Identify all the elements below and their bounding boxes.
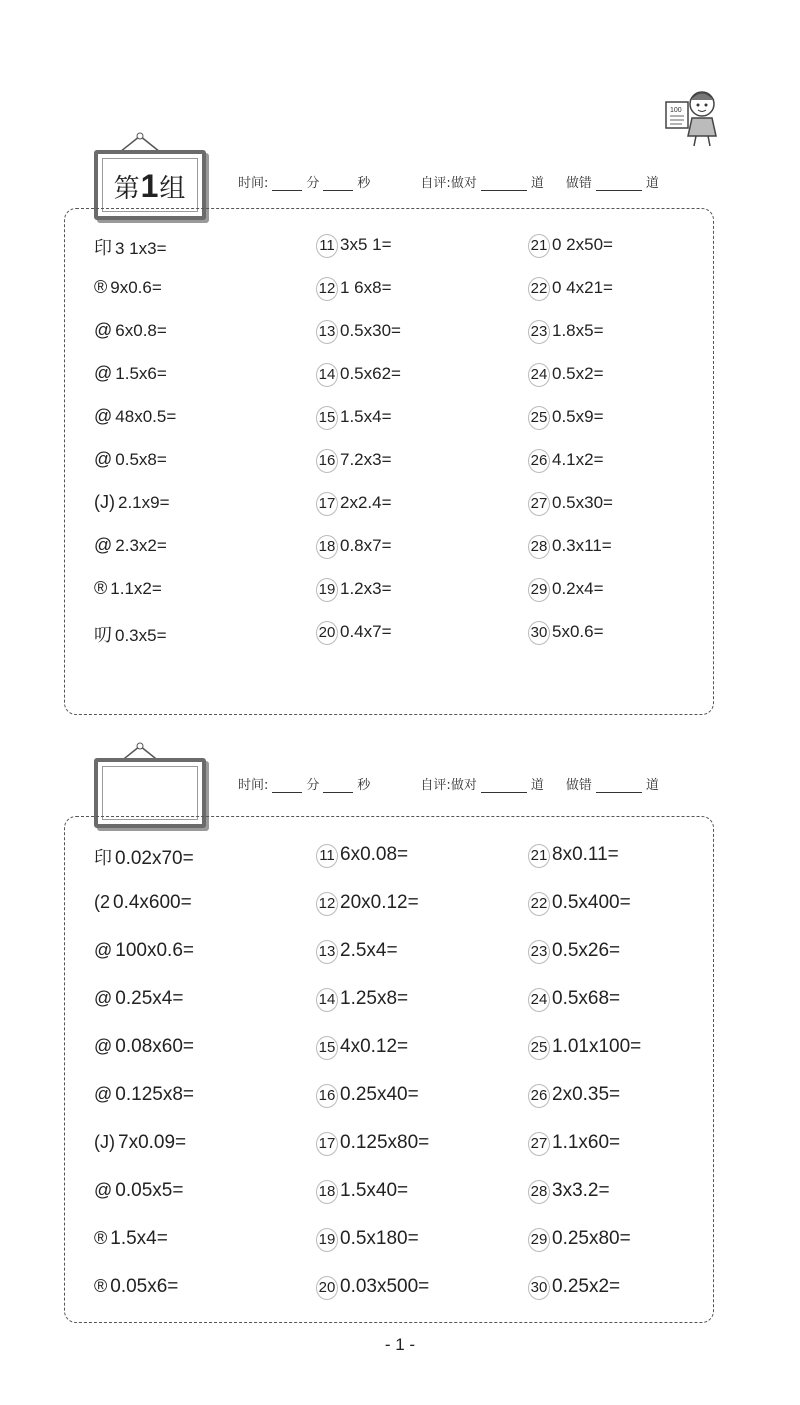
problem-number: 18 bbox=[316, 1180, 338, 1204]
problem-item bbox=[316, 844, 408, 868]
problem-number: 11 bbox=[316, 234, 338, 258]
problem-expression: 1.25x8= bbox=[340, 988, 409, 1009]
problem-expression: 3x3.2= bbox=[552, 1180, 610, 1201]
problem-number: 15 bbox=[316, 1036, 338, 1060]
problem-expression: 0 2x50= bbox=[552, 235, 613, 254]
problem-number: @ bbox=[94, 320, 113, 340]
problem-item bbox=[94, 578, 162, 599]
problem-item bbox=[94, 406, 176, 427]
problem-expression: 0.25x4= bbox=[115, 988, 184, 1009]
problem-item bbox=[316, 1084, 419, 1108]
problem-expression: 0.5x68= bbox=[552, 988, 621, 1009]
problem-expression: 100x0.6= bbox=[115, 940, 194, 961]
second-label: 秒 bbox=[357, 778, 371, 793]
problem-number: 12 bbox=[316, 892, 338, 916]
second-blank[interactable] bbox=[323, 190, 353, 191]
problem-number: @ bbox=[94, 1180, 113, 1200]
problem-number: 16 bbox=[316, 449, 338, 473]
problem-expression: 0.2x4= bbox=[552, 579, 604, 598]
problem-item bbox=[528, 406, 604, 430]
second-label: 秒 bbox=[357, 176, 371, 191]
problem-expression: 0.25x2= bbox=[552, 1276, 621, 1297]
problem-number: (J) bbox=[94, 1132, 115, 1152]
time-label: 时间: bbox=[238, 176, 269, 191]
problem-number: 14 bbox=[316, 363, 338, 387]
problem-item bbox=[316, 892, 419, 916]
problem-expression: 0.5x400= bbox=[552, 892, 631, 913]
problem-expression: 0.8x7= bbox=[340, 536, 392, 555]
problem-number: 叨 bbox=[94, 625, 112, 645]
problem-item bbox=[528, 320, 604, 344]
wrong-blank[interactable] bbox=[596, 792, 642, 793]
group-title: 第1组 bbox=[113, 168, 187, 204]
time-label: 时间: bbox=[238, 778, 269, 793]
problem-expression: 0.5x8= bbox=[115, 450, 167, 469]
problem-item bbox=[94, 277, 162, 298]
problem-item bbox=[316, 1036, 408, 1060]
problem-item bbox=[316, 363, 401, 387]
problem-number: 27 bbox=[528, 1132, 550, 1156]
problem-number: 25 bbox=[528, 406, 550, 430]
problem-expression: 0.4x600= bbox=[113, 892, 192, 913]
problem-item bbox=[94, 1180, 183, 1202]
problem-item bbox=[316, 449, 392, 473]
problem-number: 29 bbox=[528, 1228, 550, 1252]
problem-number: ® bbox=[94, 277, 108, 297]
problem-expression: 0.5x30= bbox=[340, 321, 401, 340]
problem-item bbox=[316, 1180, 408, 1204]
problem-expression: 0.5x30= bbox=[552, 493, 613, 512]
problem-expression: 0.5x9= bbox=[552, 407, 604, 426]
problem-number: 20 bbox=[316, 1276, 338, 1300]
problem-item bbox=[316, 320, 401, 344]
problem-item bbox=[94, 1132, 186, 1154]
problem-item bbox=[528, 940, 620, 964]
problem-number: 19 bbox=[316, 1228, 338, 1252]
problem-item bbox=[316, 234, 392, 258]
correct-unit: 道 bbox=[530, 778, 544, 793]
problem-item bbox=[316, 578, 392, 602]
problem-item bbox=[94, 492, 170, 513]
problem-number: ® bbox=[94, 1276, 108, 1296]
problem-item bbox=[528, 277, 613, 301]
problem-expression: 8x0.11= bbox=[552, 844, 619, 865]
problem-number: 13 bbox=[316, 940, 338, 964]
problem-item bbox=[528, 1036, 641, 1060]
problem-number: 14 bbox=[316, 988, 338, 1012]
wrong-label: 做错 bbox=[565, 778, 592, 793]
problem-item bbox=[316, 1228, 419, 1252]
problem-expression: 1.5x40= bbox=[340, 1180, 409, 1201]
problem-expression: 0.5x62= bbox=[340, 364, 401, 383]
problem-item bbox=[316, 1276, 429, 1300]
problem-item bbox=[528, 1228, 631, 1252]
score-header bbox=[238, 774, 659, 793]
problem-number: 12 bbox=[316, 277, 338, 301]
problem-expression: 0.125x8= bbox=[115, 1084, 194, 1105]
problem-item bbox=[528, 449, 604, 473]
problem-number: 22 bbox=[528, 277, 550, 301]
problem-number: 18 bbox=[316, 535, 338, 559]
problem-number: 17 bbox=[316, 492, 338, 516]
wrong-unit: 道 bbox=[645, 176, 659, 191]
problem-expression: 0.5x180= bbox=[340, 1228, 419, 1249]
problem-number: 21 bbox=[528, 844, 550, 868]
problem-number: 13 bbox=[316, 320, 338, 344]
problem-item bbox=[316, 535, 392, 559]
problem-expression: 4.1x2= bbox=[552, 450, 604, 469]
self-eval-label: 自评: bbox=[420, 176, 451, 191]
problem-item bbox=[528, 892, 631, 916]
problem-expression: 1.2x3= bbox=[340, 579, 392, 598]
problem-item bbox=[528, 234, 613, 258]
problem-item bbox=[94, 844, 194, 870]
correct-blank[interactable] bbox=[481, 792, 527, 793]
problem-expression: 6x0.8= bbox=[115, 321, 167, 340]
problem-number: (2 bbox=[94, 892, 111, 912]
correct-label: 做对 bbox=[450, 778, 477, 793]
minute-blank[interactable] bbox=[272, 190, 302, 191]
problem-number: 17 bbox=[316, 1132, 338, 1156]
problem-number: @ bbox=[94, 940, 113, 960]
problem-number: 23 bbox=[528, 320, 550, 344]
problem-expression: 0 4x21= bbox=[552, 278, 613, 297]
problem-expression: 1.5x6= bbox=[115, 364, 167, 383]
second-blank[interactable] bbox=[323, 792, 353, 793]
problem-number: 27 bbox=[528, 492, 550, 516]
problem-item bbox=[528, 363, 604, 387]
problem-number: @ bbox=[94, 363, 113, 383]
problem-number: 29 bbox=[528, 578, 550, 602]
problem-expression: 0.02x70= bbox=[115, 848, 194, 869]
problem-number: 23 bbox=[528, 940, 550, 964]
problem-expression: 0.05x5= bbox=[115, 1180, 184, 1201]
problem-expression: 0.08x60= bbox=[115, 1036, 194, 1057]
problem-number: 25 bbox=[528, 1036, 550, 1060]
problem-item bbox=[528, 1084, 620, 1108]
problem-item bbox=[94, 892, 192, 914]
problem-expression: 20x0.12= bbox=[340, 892, 419, 913]
problem-number: ® bbox=[94, 1228, 108, 1248]
problem-item bbox=[94, 535, 167, 556]
problem-item bbox=[528, 1132, 620, 1156]
problem-expression: 3 1x3= bbox=[115, 239, 167, 258]
problem-item bbox=[94, 940, 194, 962]
problem-expression: 0.25x40= bbox=[340, 1084, 419, 1105]
problem-item bbox=[316, 492, 392, 516]
problem-expression: 2.3x2= bbox=[115, 536, 167, 555]
problem-expression: 0.3x5= bbox=[115, 626, 167, 645]
problem-number: 22 bbox=[528, 892, 550, 916]
wrong-blank[interactable] bbox=[596, 190, 642, 191]
problem-item bbox=[94, 621, 167, 647]
problem-number: 28 bbox=[528, 535, 550, 559]
problem-item bbox=[528, 1276, 620, 1300]
problem-expression: 1 6x8= bbox=[340, 278, 392, 297]
problem-item bbox=[94, 449, 167, 470]
problem-number: @ bbox=[94, 988, 113, 1008]
problem-item bbox=[316, 277, 392, 301]
problem-number: 21 bbox=[528, 234, 550, 258]
correct-label: 做对 bbox=[450, 176, 477, 191]
problem-number: 24 bbox=[528, 363, 550, 387]
problem-expression: 48x0.5= bbox=[115, 407, 177, 426]
cartoon-badge-text: 100 bbox=[670, 107, 682, 114]
problem-number: 20 bbox=[316, 621, 338, 645]
problem-expression: 7.2x3= bbox=[340, 450, 392, 469]
problem-item bbox=[528, 988, 620, 1012]
problem-expression: 6x0.08= bbox=[340, 844, 409, 865]
exercise-group-1 bbox=[0, 130, 800, 720]
self-eval-label: 自评: bbox=[420, 778, 451, 793]
problem-number: @ bbox=[94, 449, 113, 469]
problem-expression: 1.1x60= bbox=[552, 1132, 621, 1153]
wrong-unit: 道 bbox=[645, 778, 659, 793]
problem-number: 30 bbox=[528, 1276, 550, 1300]
problem-number: 印 bbox=[94, 848, 112, 868]
problem-expression: 9x0.6= bbox=[110, 278, 162, 297]
problem-expression: 0.125x80= bbox=[340, 1132, 430, 1153]
problem-item bbox=[94, 1084, 194, 1106]
problem-number: 30 bbox=[528, 621, 550, 645]
problem-expression: 1.01x100= bbox=[552, 1036, 642, 1057]
problem-expression: 0.5x2= bbox=[552, 364, 604, 383]
problem-number: (J) bbox=[94, 492, 115, 512]
problem-item bbox=[316, 621, 392, 645]
problem-item bbox=[528, 844, 619, 868]
problem-number: 26 bbox=[528, 1084, 550, 1108]
problem-expression: 2.5x4= bbox=[340, 940, 398, 961]
problem-expression: 1.5x4= bbox=[340, 407, 392, 426]
problem-expression: 0.03x500= bbox=[340, 1276, 430, 1297]
problem-number: 16 bbox=[316, 1084, 338, 1108]
problem-expression: 0.25x80= bbox=[552, 1228, 631, 1249]
problem-expression: 2x2.4= bbox=[340, 493, 392, 512]
minute-label: 分 bbox=[306, 778, 320, 793]
problem-number: 24 bbox=[528, 988, 550, 1012]
problem-item bbox=[94, 1276, 178, 1298]
problem-number: ® bbox=[94, 578, 108, 598]
problem-expression: 1.1x2= bbox=[110, 579, 162, 598]
problem-number: 15 bbox=[316, 406, 338, 430]
problem-number: 28 bbox=[528, 1180, 550, 1204]
problem-expression: 0.3x11= bbox=[552, 536, 612, 555]
wrong-label: 做错 bbox=[565, 176, 592, 191]
problem-item bbox=[316, 988, 408, 1012]
problem-number: @ bbox=[94, 1036, 113, 1056]
minute-label: 分 bbox=[306, 176, 320, 191]
problem-expression: 4x0.12= bbox=[340, 1036, 409, 1057]
problem-item bbox=[94, 988, 183, 1010]
problem-expression: 2x0.35= bbox=[552, 1084, 621, 1105]
problem-number: 19 bbox=[316, 578, 338, 602]
correct-unit: 道 bbox=[530, 176, 544, 191]
problem-item bbox=[528, 492, 613, 516]
problem-item bbox=[528, 1180, 610, 1204]
problem-item bbox=[94, 363, 167, 384]
problem-expression: 2.1x9= bbox=[118, 493, 170, 512]
problem-number: @ bbox=[94, 1084, 113, 1104]
problem-item bbox=[94, 1036, 194, 1058]
problem-item bbox=[528, 578, 604, 602]
problem-item bbox=[94, 234, 167, 260]
exercise-group-2 bbox=[0, 740, 800, 1330]
problem-item bbox=[316, 1132, 429, 1156]
problem-expression: 7x0.09= bbox=[118, 1132, 187, 1153]
problem-number: 印 bbox=[94, 238, 112, 258]
problem-expression: 0.5x26= bbox=[552, 940, 621, 961]
problem-item bbox=[528, 621, 604, 645]
problem-number: 11 bbox=[316, 844, 338, 868]
problem-item bbox=[94, 1228, 168, 1250]
minute-blank[interactable] bbox=[272, 792, 302, 793]
problem-number: 26 bbox=[528, 449, 550, 473]
problem-number: @ bbox=[94, 406, 113, 426]
problem-expression: 5x0.6= bbox=[552, 622, 604, 641]
problem-expression: 1.5x4= bbox=[110, 1228, 168, 1249]
correct-blank[interactable] bbox=[481, 190, 527, 191]
problem-expression: 0.05x6= bbox=[110, 1276, 179, 1297]
problem-number: @ bbox=[94, 535, 113, 555]
problem-expression: 0.4x7= bbox=[340, 622, 392, 641]
problem-item bbox=[316, 940, 398, 964]
problem-item bbox=[94, 320, 167, 341]
problem-item bbox=[316, 406, 392, 430]
problem-item bbox=[528, 535, 612, 559]
page-number: - 1 - bbox=[384, 1335, 416, 1354]
problem-expression: 3x5 1= bbox=[340, 235, 392, 254]
problem-expression: 1.8x5= bbox=[552, 321, 604, 340]
score-header bbox=[238, 172, 659, 191]
